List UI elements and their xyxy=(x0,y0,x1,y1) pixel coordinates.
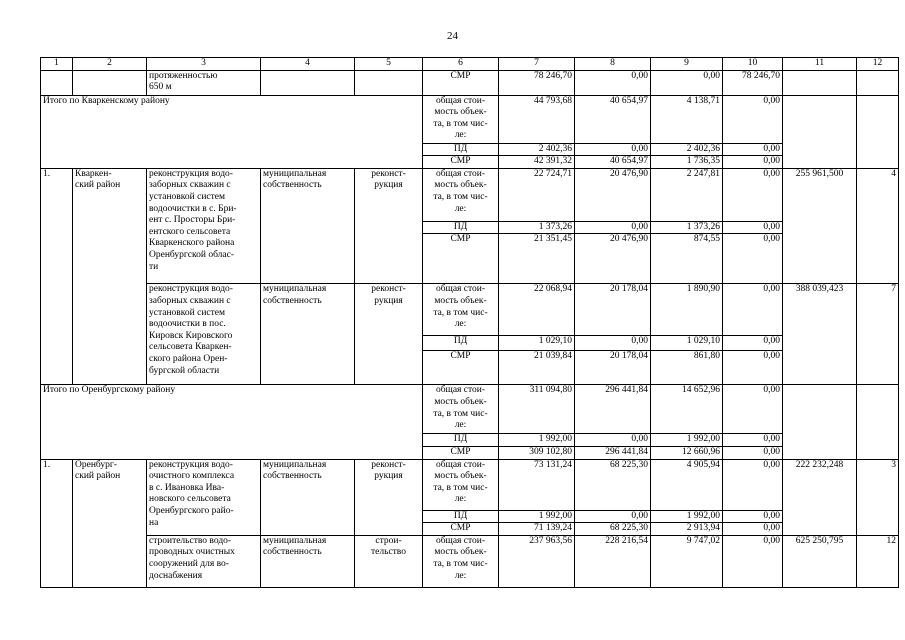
work-type: реконст- рукция xyxy=(355,284,423,385)
cost-type: СМР xyxy=(423,234,499,284)
value-cell: 0,00 xyxy=(723,221,783,234)
value-cell: 0,00 xyxy=(575,434,651,447)
value-cell: 228 216,54 xyxy=(575,535,651,587)
cost-type: СМР xyxy=(423,156,499,169)
value-cell: 22 068,94 xyxy=(499,284,575,336)
value-cell: 4 138,71 xyxy=(651,95,723,143)
value-cell: 78 246,70 xyxy=(723,70,783,95)
value-cell: 12 660,96 xyxy=(651,446,723,459)
col-header: 2 xyxy=(73,58,147,71)
value-cell: 2 402,36 xyxy=(651,143,723,156)
value-cell: 0,00 xyxy=(723,234,783,284)
value-cell: 2 402,36 xyxy=(499,143,575,156)
value-cell: 0,00 xyxy=(723,168,783,221)
col-header: 8 xyxy=(575,58,651,71)
value-cell: 20 178,04 xyxy=(575,351,651,385)
cost-type: общая стои- мость объек- та, в том чис- ле: xyxy=(423,459,499,510)
value-cell: 44 793,68 xyxy=(499,95,575,143)
value-cell: 0,00 xyxy=(723,156,783,169)
section-total-label: Итого по Оренбургскому району xyxy=(41,385,423,459)
investment-table xyxy=(40,57,899,588)
value-cell: 12 xyxy=(857,535,899,587)
cost-type: ПД xyxy=(423,434,499,447)
col-header: 3 xyxy=(147,58,261,71)
value-cell: 0,00 xyxy=(723,385,783,434)
col-header: 10 xyxy=(723,58,783,71)
district-name: Кваркен- ский район xyxy=(73,168,147,385)
value-cell: 0,00 xyxy=(575,510,651,523)
cost-type: СМР xyxy=(423,446,499,459)
cost-type: общая стои- мость объек- та, в том чис- ле: xyxy=(423,95,499,143)
value-cell: 0,00 xyxy=(575,70,651,95)
value-cell: 73 131,24 xyxy=(499,459,575,510)
value-cell: 0,00 xyxy=(723,446,783,459)
col-header: 11 xyxy=(783,58,857,71)
value-cell: 0,00 xyxy=(575,336,651,351)
value-cell: 0,00 xyxy=(723,535,783,587)
value-cell: 237 963,56 xyxy=(499,535,575,587)
value-cell: 78 246,70 xyxy=(499,70,575,95)
value-cell: 0,00 xyxy=(723,523,783,536)
value-cell: 2 247,81 xyxy=(651,168,723,221)
col-header: 9 xyxy=(651,58,723,71)
row-number: 1. xyxy=(41,168,73,385)
value-cell: 4 905,94 xyxy=(651,459,723,510)
col-header: 12 xyxy=(857,58,899,71)
row-number: 1. xyxy=(41,459,73,587)
value-cell: 40 654,97 xyxy=(575,95,651,143)
cost-type: общая стои- мость объек- та, в том чис- ле: xyxy=(423,535,499,587)
cost-type: СМР xyxy=(423,351,499,385)
page-number: 24 xyxy=(447,30,458,42)
value-cell: 874,55 xyxy=(651,234,723,284)
value-cell: 42 391,32 xyxy=(499,156,575,169)
value-cell: 7 xyxy=(857,284,899,385)
value-cell: 1 029,10 xyxy=(651,336,723,351)
value-cell: 71 139,24 xyxy=(499,523,575,536)
work-type: реконст- рукция xyxy=(355,168,423,284)
col-header: 1 xyxy=(41,58,73,71)
col-header: 4 xyxy=(261,58,355,71)
cost-type: ПД xyxy=(423,336,499,351)
value-cell: 14 652,96 xyxy=(651,385,723,434)
ownership-type: муниципальная собственность xyxy=(261,284,355,385)
value-cell: 68 225,30 xyxy=(575,459,651,510)
value-cell: 1 992,00 xyxy=(651,510,723,523)
table-row xyxy=(41,284,899,336)
value-cell: 222 232,248 xyxy=(783,459,857,535)
cost-type: общая стои- мость объек- та, в том чис- ле: xyxy=(423,385,499,434)
cost-type: ПД xyxy=(423,143,499,156)
cost-type: общая стои- мость объек- та, в том чис- ле: xyxy=(423,168,499,221)
value-cell: 20 476,90 xyxy=(575,234,651,284)
object-name: строительство водо- проводных очистных сооружений для во- доснабжения xyxy=(147,535,261,587)
value-cell: 1 992,00 xyxy=(499,434,575,447)
cost-type: СМР xyxy=(423,523,499,536)
value-cell: 20 476,90 xyxy=(575,168,651,221)
table-row xyxy=(41,385,899,434)
value-cell: 0,00 xyxy=(575,221,651,234)
table-row xyxy=(41,168,899,221)
value-cell: 309 102,80 xyxy=(499,446,575,459)
value-cell: 1 373,26 xyxy=(651,221,723,234)
value-cell: 0,00 xyxy=(723,434,783,447)
col-header: 7 xyxy=(499,58,575,71)
value-cell: 4 xyxy=(857,168,899,284)
object-name: реконструкция водо- заборных скважин с установкой систем водоочистки в с. Бри- ент с. Просторы Бри- ентского сельсовета Кваркенского района Оренбургской облас- ти xyxy=(147,168,261,284)
value-cell: 2 913,94 xyxy=(651,523,723,536)
value-cell: 9 747,02 xyxy=(651,535,723,587)
table-row xyxy=(41,535,899,587)
ownership-type: муниципальная собственность xyxy=(261,535,355,587)
value-cell: 311 094,80 xyxy=(499,385,575,434)
object-name: протяженностью 650 м xyxy=(147,70,261,95)
value-cell: 1 992,00 xyxy=(651,434,723,447)
col-header: 6 xyxy=(423,58,499,71)
value-cell: 1 736,35 xyxy=(651,156,723,169)
value-cell: 255 961,500 xyxy=(783,168,857,284)
value-cell: 3 xyxy=(857,459,899,535)
value-cell: 1 890,90 xyxy=(651,284,723,336)
value-cell: 21 351,45 xyxy=(499,234,575,284)
table-row xyxy=(41,95,899,143)
value-cell: 0,00 xyxy=(575,143,651,156)
cost-type: СМР xyxy=(423,70,499,95)
object-name: реконструкция водо- заборных скважин с установкой систем водоочистки в пос. Кировск Кировского сельсовета Кваркен- ского района Орен- бургской области xyxy=(147,284,261,385)
value-cell: 625 250,795 xyxy=(783,535,857,587)
object-name: реконструкция водо- очистного комплекса в с. Ивановка Ива- новского сельсовета Оренбургского райо- на xyxy=(147,459,261,535)
value-cell: 0,00 xyxy=(723,143,783,156)
value-cell: 20 178,04 xyxy=(575,284,651,336)
cost-type: ПД xyxy=(423,510,499,523)
value-cell: 388 039,423 xyxy=(783,284,857,385)
table-row xyxy=(41,459,899,510)
value-cell: 0,00 xyxy=(723,284,783,336)
table-row xyxy=(41,70,899,95)
value-cell: 0,00 xyxy=(723,95,783,143)
cost-type: общая стои- мость объек- та, в том чис- ле: xyxy=(423,284,499,336)
value-cell: 296 441,84 xyxy=(575,385,651,434)
cost-type: ПД xyxy=(423,221,499,234)
value-cell: 21 039,84 xyxy=(499,351,575,385)
ownership-type: муниципальная собственность xyxy=(261,459,355,535)
value-cell: 40 654,97 xyxy=(575,156,651,169)
value-cell: 1 373,26 xyxy=(499,221,575,234)
work-type: строи- тельство xyxy=(355,535,423,587)
work-type: реконст- рукция xyxy=(355,459,423,535)
value-cell: 1 992,00 xyxy=(499,510,575,523)
value-cell: 0,00 xyxy=(723,336,783,351)
value-cell: 0,00 xyxy=(651,70,723,95)
value-cell: 1 029,10 xyxy=(499,336,575,351)
value-cell: 0,00 xyxy=(723,459,783,510)
value-cell: 68 225,30 xyxy=(575,523,651,536)
district-name: Оренбург- ский район xyxy=(73,459,147,587)
value-cell: 296 441,84 xyxy=(575,446,651,459)
value-cell: 22 724,71 xyxy=(499,168,575,221)
column-number-row xyxy=(41,58,899,71)
value-cell: 0,00 xyxy=(723,351,783,385)
ownership-type: муниципальная собственность xyxy=(261,168,355,284)
section-total-label: Итого по Кваркенскому району xyxy=(41,95,423,168)
value-cell: 861,80 xyxy=(651,351,723,385)
value-cell: 0,00 xyxy=(723,510,783,523)
col-header: 5 xyxy=(355,58,423,71)
